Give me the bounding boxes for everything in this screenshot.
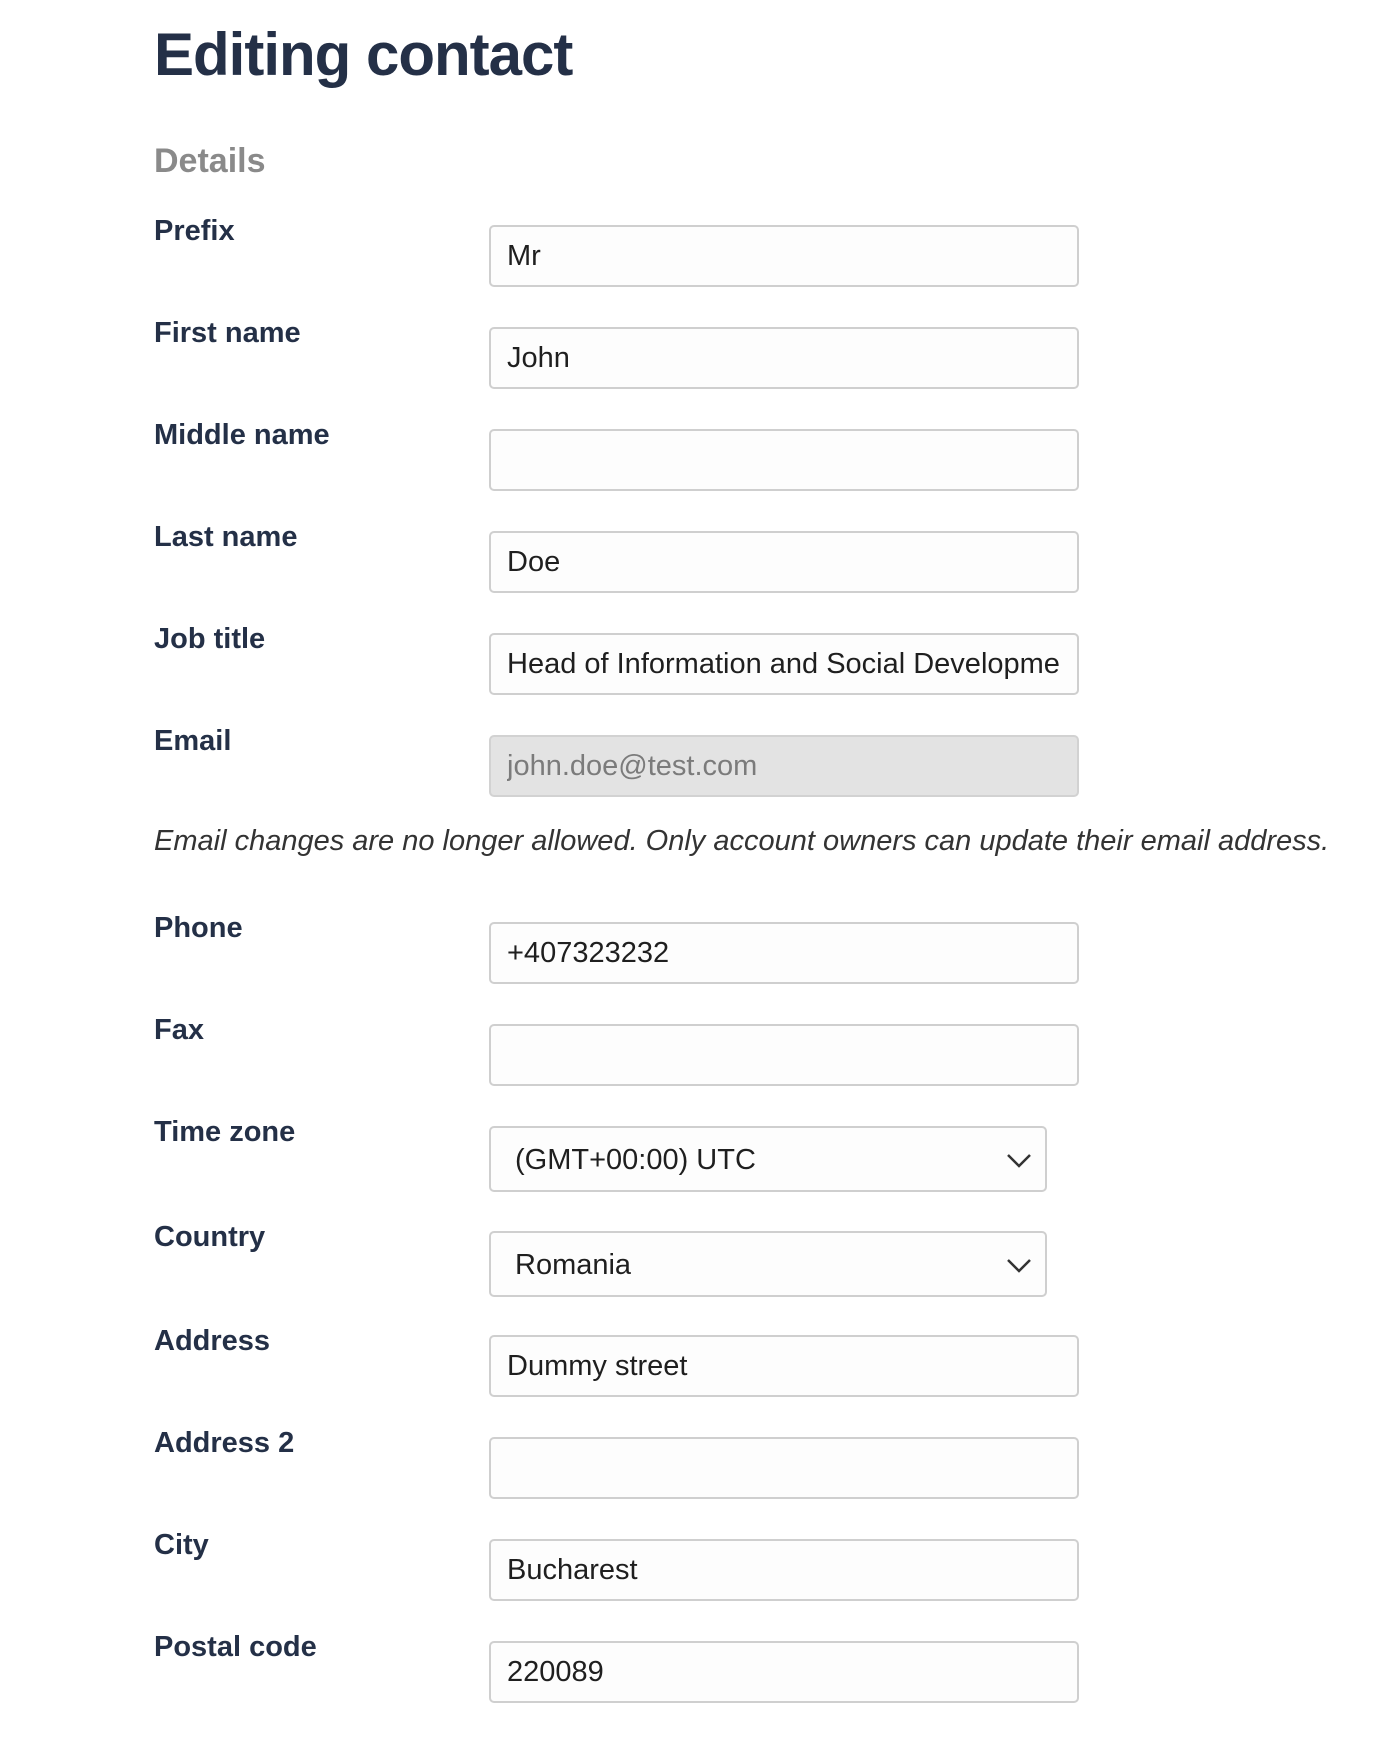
time-zone-selected-value: (GMT+00:00) UTC <box>515 1144 756 1176</box>
last-name-label: Last name <box>154 521 298 553</box>
email-help-text: Email changes are no longer allowed. Only account owners can update their email address. <box>154 825 1330 857</box>
postal-code-label: Postal code <box>154 1631 317 1663</box>
address-input[interactable] <box>489 1335 1079 1397</box>
job-title-input[interactable] <box>489 633 1079 695</box>
last-name-input[interactable] <box>489 531 1079 593</box>
country-select[interactable] <box>489 1231 1047 1297</box>
middle-name-label: Middle name <box>154 419 330 451</box>
postal-code-input[interactable] <box>489 1641 1079 1703</box>
email-label: Email <box>154 725 232 757</box>
fax-input[interactable] <box>489 1024 1079 1086</box>
city-input[interactable] <box>489 1539 1079 1601</box>
section-heading-details: Details <box>154 142 266 180</box>
address-2-label: Address 2 <box>154 1427 295 1459</box>
page-title: Editing contact <box>154 21 573 88</box>
phone-input[interactable] <box>489 922 1079 984</box>
job-title-label: Job title <box>154 623 266 655</box>
phone-label: Phone <box>154 912 243 944</box>
time-zone-select[interactable] <box>489 1126 1047 1192</box>
first-name-label: First name <box>154 317 301 349</box>
country-label: Country <box>154 1221 266 1253</box>
chevron-down-icon <box>1005 1251 1033 1279</box>
prefix-label: Prefix <box>154 215 235 247</box>
fax-label: Fax <box>154 1014 204 1046</box>
country-selected-value: Romania <box>515 1249 632 1281</box>
prefix-input[interactable] <box>489 225 1079 287</box>
time-zone-label: Time zone <box>154 1116 296 1148</box>
first-name-input[interactable] <box>489 327 1079 389</box>
address-label: Address <box>154 1325 271 1357</box>
chevron-down-icon <box>1005 1146 1033 1174</box>
address-2-input[interactable] <box>489 1437 1079 1499</box>
city-label: City <box>154 1529 209 1561</box>
email-input <box>489 735 1079 797</box>
middle-name-input[interactable] <box>489 429 1079 491</box>
